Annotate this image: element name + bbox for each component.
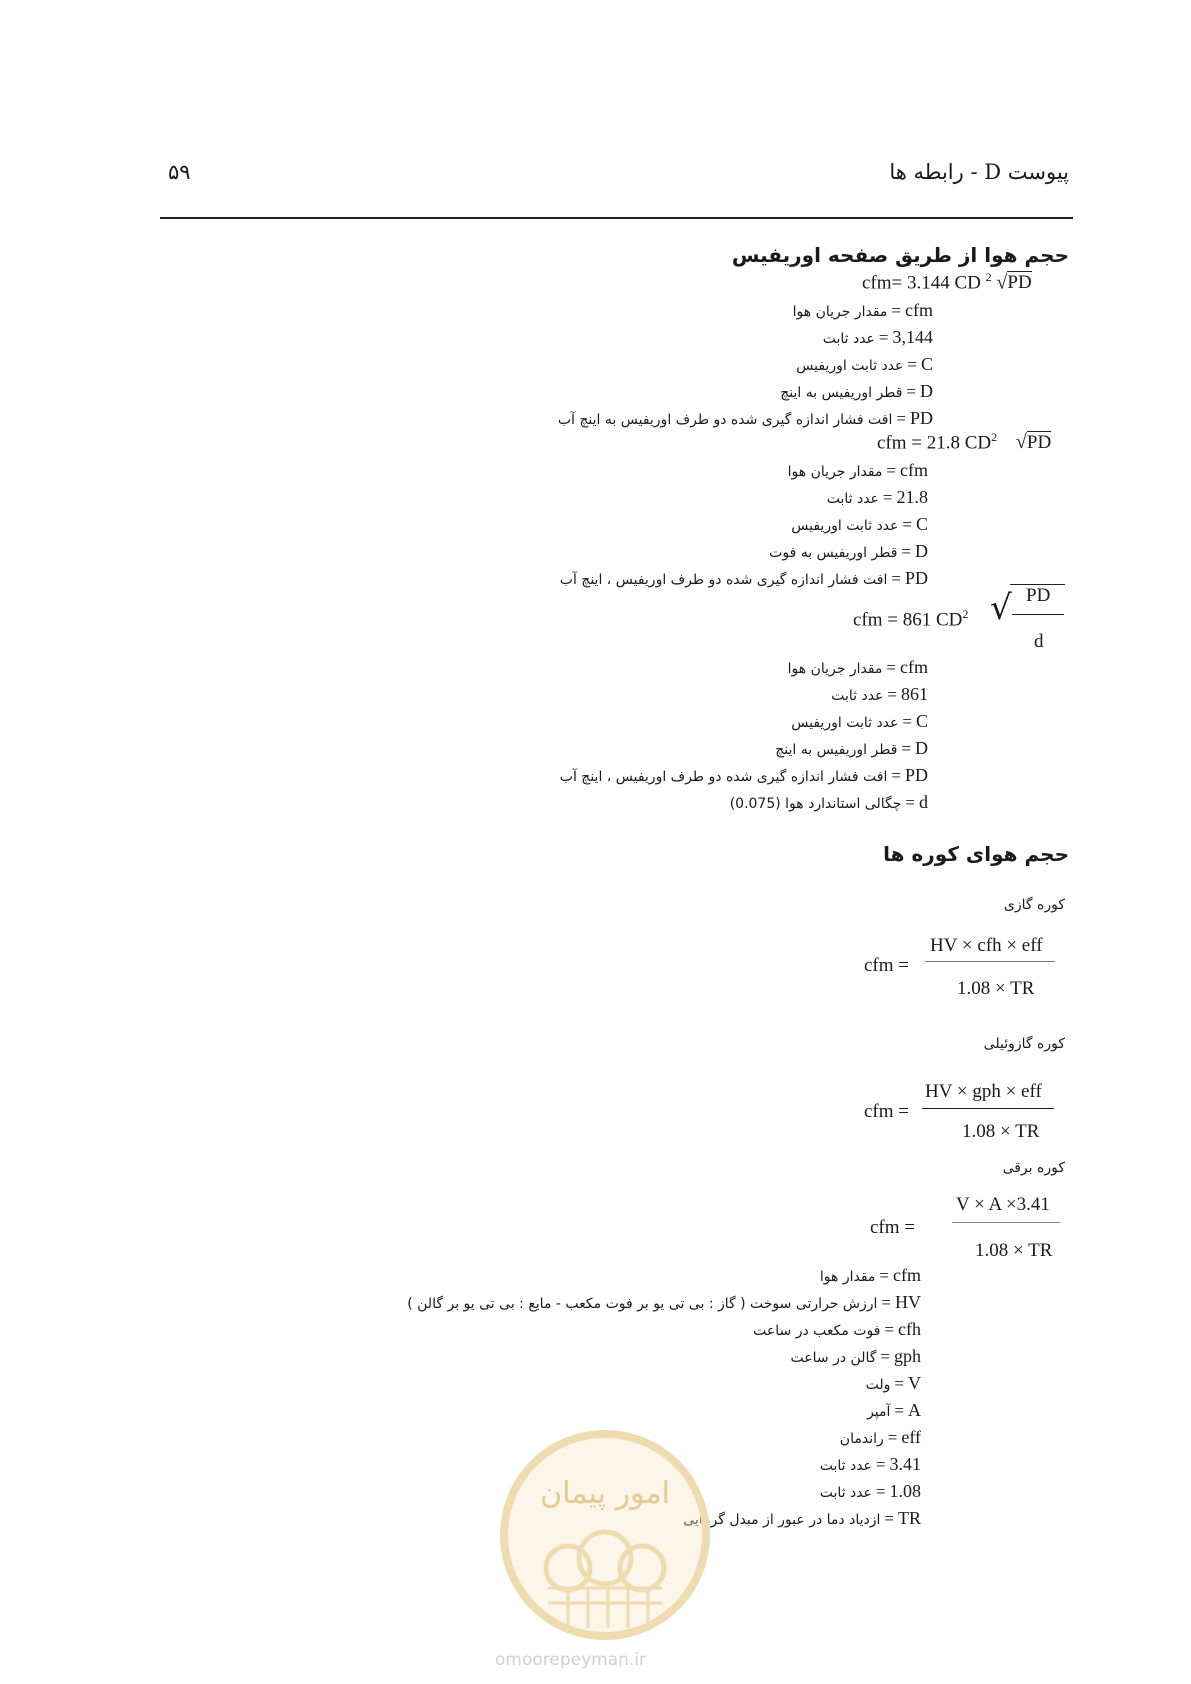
definition-row [820, 1481, 921, 1502]
definition-row [791, 1346, 921, 1367]
definition-text: گالن در ساعت [790, 1350, 877, 1366]
definition-row [788, 460, 928, 481]
formula-1 [862, 270, 1032, 294]
equals-sign: = [886, 461, 897, 480]
definition-symbol: eff [901, 1427, 921, 1447]
definition-text: ولت [865, 1377, 891, 1393]
equals-sign: = [902, 515, 912, 534]
equals-sign: = [878, 328, 889, 347]
electric-formula-numerator: V × A ×3.41 [956, 1194, 1050, 1215]
oil-formula-numerator: HV × gph × eff [925, 1081, 1042, 1102]
definition-symbol: PD [909, 408, 933, 428]
equals-sign: = [901, 739, 911, 758]
equals-sign: = [879, 1266, 890, 1285]
definition-text: راندمان [839, 1431, 884, 1447]
formula-2-radicand: PD [1026, 432, 1052, 454]
watermark-logo [500, 1430, 710, 1640]
definition-text: عدد ثابت [831, 688, 884, 704]
equals-sign: = [886, 658, 897, 677]
electric-formula-lhs: cfm = [870, 1217, 916, 1238]
section-heading-orifice: حجم هوا از طریق صفحه اوریفیس [731, 243, 1069, 267]
equals-sign: = [881, 1293, 891, 1312]
equals-sign: = [894, 1374, 904, 1393]
definition-text: مقدار هوا [819, 1269, 876, 1285]
formula-3-numerator: PD [1026, 585, 1051, 606]
definition-text: قطر اوریفیس به فوت [769, 545, 898, 561]
gas-formula-denominator: 1.08 × TR [957, 978, 1035, 999]
definition-row [780, 381, 933, 402]
header-rule [160, 217, 1073, 219]
equals-sign: = [887, 685, 897, 704]
definition-row [788, 657, 928, 678]
definition-text: آمپر [867, 1404, 891, 1420]
formula-1-text: cfm= 3.144 CD [862, 272, 981, 294]
definition-text: افت فشار اندازه گیری شده دو طرف اوریفیس به اینچ آب [557, 412, 893, 428]
definition-row [560, 568, 928, 589]
equals-sign: = [902, 712, 912, 731]
definition-symbol: PD [904, 568, 928, 588]
equals-sign: = [901, 542, 911, 561]
definition-row [840, 1427, 921, 1448]
definition-row [820, 1454, 921, 1475]
definition-symbol: PD [904, 765, 928, 785]
formula-3-exponent: 2 [962, 607, 969, 621]
definition-row [866, 1373, 921, 1394]
electric-furnace-label: کوره برقی [1002, 1160, 1065, 1176]
definition-text: عدد ثابت [819, 1485, 872, 1501]
definition-row [775, 738, 928, 759]
equals-sign: = [882, 488, 893, 507]
definition-symbol: TR [897, 1508, 921, 1528]
equals-sign: = [905, 793, 915, 812]
definition-text: عدد ثابت اوریفیس [791, 715, 899, 731]
formula-1-exponent: 2 [985, 270, 992, 284]
section-heading-furnace: حجم هوای کوره ها [883, 842, 1069, 866]
equals-sign: = [887, 1428, 898, 1447]
definition-row [683, 1508, 921, 1529]
formula-3-denominator: d [1034, 631, 1044, 652]
definition-symbol: HV [895, 1292, 921, 1312]
definition-symbol: D [915, 541, 928, 561]
definition-symbol: gph [894, 1346, 921, 1366]
definition-symbol: 861 [901, 684, 928, 704]
definition-text: عدد ثابت [826, 491, 879, 507]
definition-text: مقدار جریان هوا [787, 464, 883, 480]
definition-text: قطر اوریفیس به اینچ [775, 742, 898, 758]
definition-symbol: V [908, 1373, 921, 1393]
equals-sign: = [880, 1347, 890, 1366]
formula-2-exponent: 2 [991, 430, 998, 444]
definition-symbol: cfh [898, 1319, 921, 1339]
equals-sign: = [891, 301, 902, 320]
definition-row [793, 300, 933, 321]
definition-symbol: A [908, 1400, 921, 1420]
watermark-site: omoorepeyman.ir [495, 1650, 647, 1670]
definition-symbol: C [915, 514, 928, 534]
equals-sign: = [896, 409, 906, 428]
definition-text: افت فشار اندازه گیری شده دو طرف اوریفیس ، اینچ آب [559, 572, 888, 588]
definition-symbol: 1.08 [889, 1481, 921, 1501]
definition-row [730, 792, 928, 813]
fraction-bar [952, 1222, 1060, 1223]
definition-symbol: 3,144 [892, 327, 933, 347]
oil-formula-denominator: 1.08 × TR [962, 1121, 1040, 1142]
fraction-bar [925, 961, 1055, 962]
definition-row [791, 514, 928, 535]
definition-symbol: cfm [900, 460, 928, 480]
equals-sign: = [907, 355, 917, 374]
equals-sign: = [884, 1509, 894, 1528]
formula-3 [853, 607, 968, 631]
gas-furnace-label: کوره گازی [1003, 897, 1065, 913]
definition-text: عدد ثابت [819, 1458, 872, 1474]
definition-symbol: cfm [893, 1265, 921, 1285]
definition-row [823, 327, 933, 348]
running-header-title: پیوست D - رابطه ها [889, 160, 1069, 184]
fraction-bar [1012, 614, 1064, 615]
equals-sign: = [906, 382, 916, 401]
sqrt-icon: √ [1015, 431, 1027, 454]
definition-text: عدد ثابت اوریفیس [791, 518, 899, 534]
gas-formula-numerator: HV × cfh × eff [930, 935, 1043, 956]
definition-row [796, 354, 933, 375]
definition-row [560, 765, 928, 786]
formula-2 [877, 430, 1051, 454]
formula-1-radicand: PD [1007, 272, 1032, 294]
definition-text: ارزش حرارتی سوخت ( گاز : بی تی یو بر فوت مکعب - مایع : بی تی یو بر گالن ) [407, 1296, 878, 1312]
page-number: ۵۹ [168, 160, 191, 184]
equals-sign: = [875, 1482, 886, 1501]
definition-text: مقدار جریان هوا [787, 661, 883, 677]
definition-row [558, 408, 933, 429]
equals-sign: = [891, 766, 901, 785]
oil-furnace-label: کوره گازوئیلی [983, 1036, 1065, 1052]
radical-bar [1010, 584, 1065, 585]
fraction-bar [922, 1108, 1054, 1109]
electric-formula-denominator: 1.08 × TR [975, 1240, 1053, 1261]
definition-text: عدد ثابت اوریفیس [796, 358, 904, 374]
watermark-logo-text: امور پیمان [540, 1476, 670, 1511]
definition-text: مقدار جریان هوا [792, 304, 888, 320]
formula-2-text: cfm = 21.8 CD [877, 432, 992, 454]
definition-text: افت فشار اندازه گیری شده دو طرف اوریفیس ، اینچ آب [559, 769, 888, 785]
definition-text: قطر اوریفیس به اینچ [780, 385, 903, 401]
definition-text: چگالی استاندارد هوا (0.075) [729, 796, 902, 812]
definition-symbol: cfm [905, 300, 933, 320]
definition-symbol: 3.41 [889, 1454, 921, 1474]
definition-row [753, 1319, 921, 1340]
definition-symbol: C [920, 354, 933, 374]
equals-sign: = [891, 569, 901, 588]
definition-row [827, 487, 928, 508]
definition-row [831, 684, 928, 705]
definition-symbol: cfm [900, 657, 928, 677]
definition-row [407, 1292, 921, 1313]
definition-row [791, 711, 928, 732]
equals-sign: = [875, 1455, 886, 1474]
definition-symbol: D [915, 738, 928, 758]
gas-formula-lhs: cfm = [864, 955, 910, 976]
definition-symbol: 21.8 [896, 487, 928, 507]
equals-sign: = [884, 1320, 895, 1339]
formula-3-text: cfm = 861 CD [853, 609, 963, 631]
definition-row [867, 1400, 921, 1421]
definition-text: فوت مکعب در ساعت [753, 1323, 881, 1339]
oil-formula-lhs: cfm = [864, 1101, 910, 1122]
definition-text: ازدیاد دما در عبور از مبدل گرمایی [683, 1512, 881, 1528]
definition-symbol: D [920, 381, 933, 401]
equals-sign: = [894, 1401, 904, 1420]
sqrt-icon: √ [996, 271, 1008, 294]
definition-row [769, 541, 928, 562]
definition-row [820, 1265, 921, 1286]
sqrt-icon: √ [990, 588, 1012, 628]
gear-icon [508, 1438, 702, 1632]
definition-symbol: C [915, 711, 928, 731]
definition-symbol: d [919, 792, 928, 812]
definition-text: عدد ثابت [822, 331, 875, 347]
